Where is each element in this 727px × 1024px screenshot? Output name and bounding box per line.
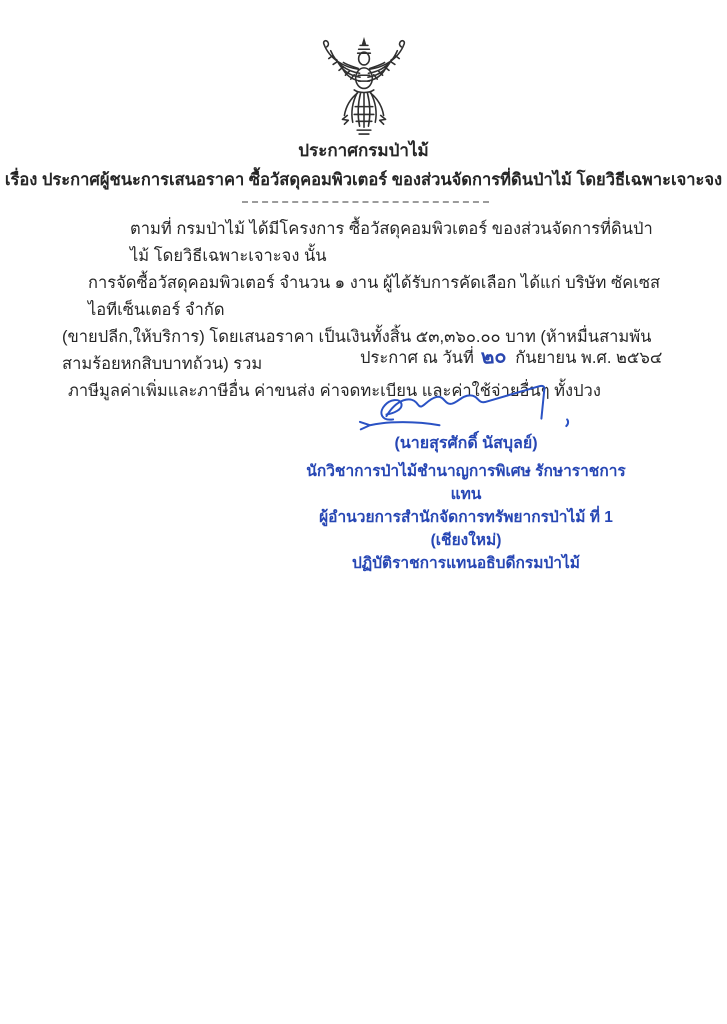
signer-title-line: นักวิชาการป่าไม้ชำนาญการพิเศษ รักษาราชการแทน — [306, 463, 626, 503]
dashed-separator — [242, 201, 489, 203]
signer-title-line: ผู้อำนวยการสำนักจัดการทรัพยากรป่าไม้ ที่ 1 (เชียงใหม่) — [319, 509, 613, 549]
signer-titles — [296, 460, 636, 575]
garuda-emblem-icon — [315, 36, 413, 138]
date-prefix: ประกาศ ณ วันที่ — [360, 349, 474, 367]
body-line: (ขายปลีก,ให้บริการ) โดยเสนอราคา เป็นเงินทั้งสิ้น ๕๓,๓๖๐.๐๐ บาท (ห้าหมื่นสามพันสามร้อยหกสิบบาทถ้วน) รวม — [62, 328, 652, 373]
body-line: การจัดซื้อวัสดุคอมพิวเตอร์ จำนวน ๑ งาน ผู้ได้รับการคัดเลือก ได้แก่ บริษัท ซัคเซสไอทีเซ็นเตอร์ จำกัด — [88, 274, 661, 319]
signature-block — [296, 378, 636, 575]
body-line: ภาษีมูลค่าเพิ่มและภาษีอื่น ค่าขนส่ง ค่าจดทะเบียน และค่าใช้จ่ายอื่นๆ ทั้งปวง — [68, 382, 601, 400]
subject-line: เรื่อง ประกาศผู้ชนะการเสนอราคา ซื้อวัสดุคอมพิวเตอร์ ของส่วนจัดการที่ดินป่าไม้ โดยวิธีเฉพาะเจาะจง — [4, 171, 723, 189]
announcement-date-line — [360, 340, 662, 372]
signer-title-line: ปฏิบัติราชการแทนอธิบดีกรมป่าไม้ — [351, 555, 581, 572]
handwritten-day-number: ๒๐ — [480, 343, 508, 369]
handwritten-signature — [316, 378, 616, 436]
signer-name: (นายสุรศักดิ์ นัสบุลย์) — [394, 435, 538, 452]
body-paragraph — [62, 216, 670, 405]
agency-title: ประกาศกรมป่าไม้ — [298, 141, 429, 160]
body-line: ตามที่ กรมป่าไม้ ได้มีโครงการ ซื้อวัสดุคอมพิวเตอร์ ของส่วนจัดการที่ดินป่าไม้ โดยวิธีเฉพาะเจาะจง นั้น — [130, 220, 653, 265]
date-suffix: กันยายน พ.ศ. ๒๕๖๔ — [515, 349, 663, 367]
